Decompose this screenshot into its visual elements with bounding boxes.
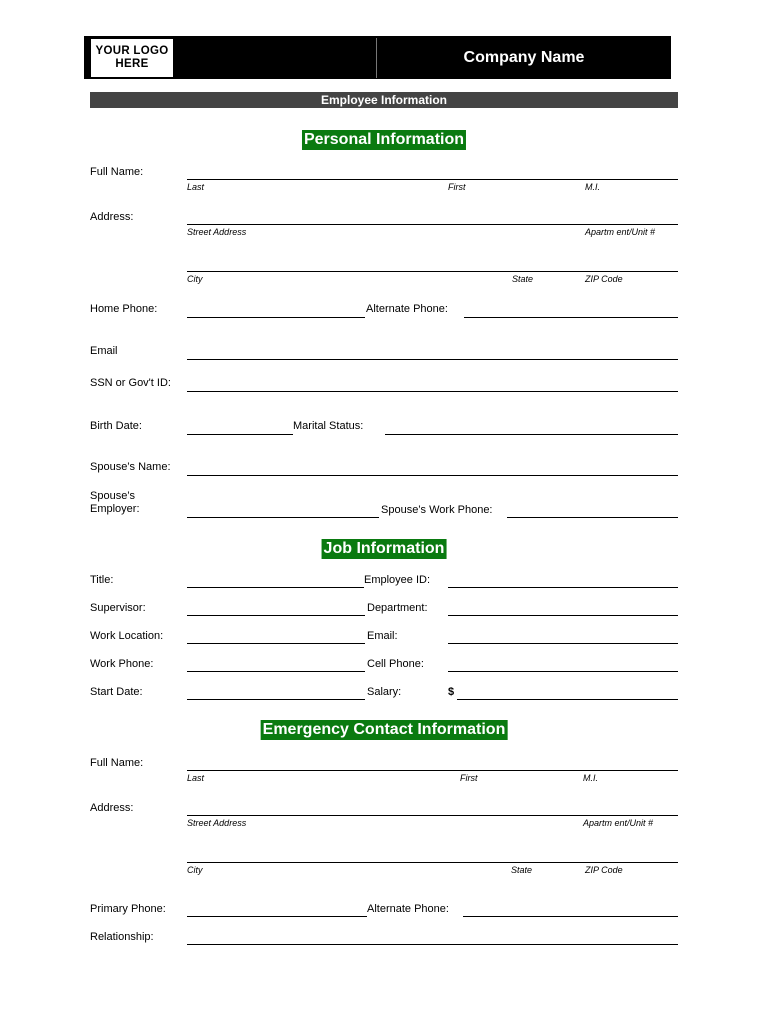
street-address-sublabel: Street Address — [187, 227, 247, 237]
city-sublabel: City — [187, 274, 203, 284]
section-heading-emergency: Emergency Contact Information — [262, 721, 506, 738]
full-name-field[interactable] — [187, 179, 678, 180]
primary-phone-field[interactable] — [187, 916, 367, 917]
employee-id-label: Employee ID: — [364, 574, 431, 586]
title-field[interactable] — [187, 587, 364, 588]
home-phone-label: Home Phone: — [90, 303, 158, 315]
spouse-work-phone-label: Spouse’s Work Phone: — [381, 504, 493, 516]
emergency-state-sublabel: State — [511, 865, 533, 875]
apartment-sublabel: Apartm ent/Unit # — [585, 227, 656, 237]
salary-field[interactable] — [457, 699, 678, 700]
start-date-label: Start Date: — [90, 686, 143, 698]
emergency-apartment-sublabel: Apartm ent/Unit # — [583, 818, 654, 828]
salary-label: Salary: — [367, 686, 402, 698]
form-title-band: Employee Information — [90, 92, 678, 108]
spouse-name-label: Spouse’s Name: — [90, 461, 171, 473]
start-date-field[interactable] — [187, 699, 365, 700]
job-email-field[interactable] — [448, 643, 678, 644]
work-phone-label: Work Phone: — [90, 658, 154, 670]
title-label: Title: — [90, 574, 114, 586]
logo-placeholder: YOUR LOGO HERE — [91, 39, 173, 77]
company-name: Company Name — [463, 48, 585, 66]
marital-status-field[interactable] — [385, 434, 678, 435]
emergency-alternate-phone-field[interactable] — [463, 916, 678, 917]
full-name-label: Full Name: — [90, 166, 144, 178]
work-location-label: Work Location: — [90, 630, 164, 642]
last-sublabel: Last — [187, 182, 205, 192]
emergency-street-address-field[interactable] — [187, 815, 678, 816]
mi-sublabel: M.I. — [585, 182, 600, 192]
cell-phone-field[interactable] — [448, 671, 678, 672]
spouse-employer-label: Spouse’s Employer: — [90, 490, 140, 515]
email-field[interactable] — [187, 359, 678, 360]
work-phone-field[interactable] — [187, 671, 365, 672]
spouse-employer-field[interactable] — [187, 517, 379, 518]
emergency-first-sublabel: First — [460, 773, 478, 783]
marital-status-label: Marital Status: — [293, 420, 364, 432]
first-sublabel: First — [448, 182, 466, 192]
street-address-field[interactable] — [187, 224, 678, 225]
primary-phone-label: Primary Phone: — [90, 903, 166, 915]
department-field[interactable] — [448, 615, 678, 616]
supervisor-field[interactable] — [187, 615, 365, 616]
emergency-full-name-label: Full Name: — [90, 757, 144, 769]
email-label: Email — [90, 345, 118, 357]
job-email-label: Email: — [367, 630, 398, 642]
zip-sublabel: ZIP Code — [585, 274, 623, 284]
emergency-address-label: Address: — [90, 802, 134, 814]
spouse-work-phone-field[interactable] — [507, 517, 678, 518]
department-label: Department: — [367, 602, 428, 614]
ssn-field[interactable] — [187, 391, 678, 392]
relationship-label: Relationship: — [90, 931, 154, 943]
emergency-full-name-field[interactable] — [187, 770, 678, 771]
emergency-city-state-zip-field[interactable] — [187, 862, 678, 863]
home-phone-field[interactable] — [187, 317, 365, 318]
cell-phone-label: Cell Phone: — [367, 658, 424, 670]
section-heading-job: Job Information — [323, 540, 445, 557]
alternate-phone-label: Alternate Phone: — [366, 303, 448, 315]
dollar-sign: $ — [448, 686, 455, 698]
emergency-city-sublabel: City — [187, 865, 203, 875]
relationship-field[interactable] — [187, 944, 678, 945]
emergency-mi-sublabel: M.I. — [583, 773, 598, 783]
work-location-field[interactable] — [187, 643, 365, 644]
section-heading-personal: Personal Information — [303, 131, 465, 148]
employee-id-field[interactable] — [448, 587, 678, 588]
ssn-label: SSN or Gov't ID: — [90, 377, 171, 389]
emergency-last-sublabel: Last — [187, 773, 205, 783]
city-state-zip-field[interactable] — [187, 271, 678, 272]
address-label: Address: — [90, 211, 134, 223]
spouse-name-field[interactable] — [187, 475, 678, 476]
emergency-street-sublabel: Street Address — [187, 818, 247, 828]
state-sublabel: State — [512, 274, 534, 284]
emergency-alternate-phone-label: Alternate Phone: — [367, 903, 449, 915]
supervisor-label: Supervisor: — [90, 602, 146, 614]
birth-date-label: Birth Date: — [90, 420, 142, 432]
emergency-zip-sublabel: ZIP Code — [585, 865, 623, 875]
alternate-phone-field[interactable] — [464, 317, 678, 318]
birth-date-field[interactable] — [187, 434, 293, 435]
